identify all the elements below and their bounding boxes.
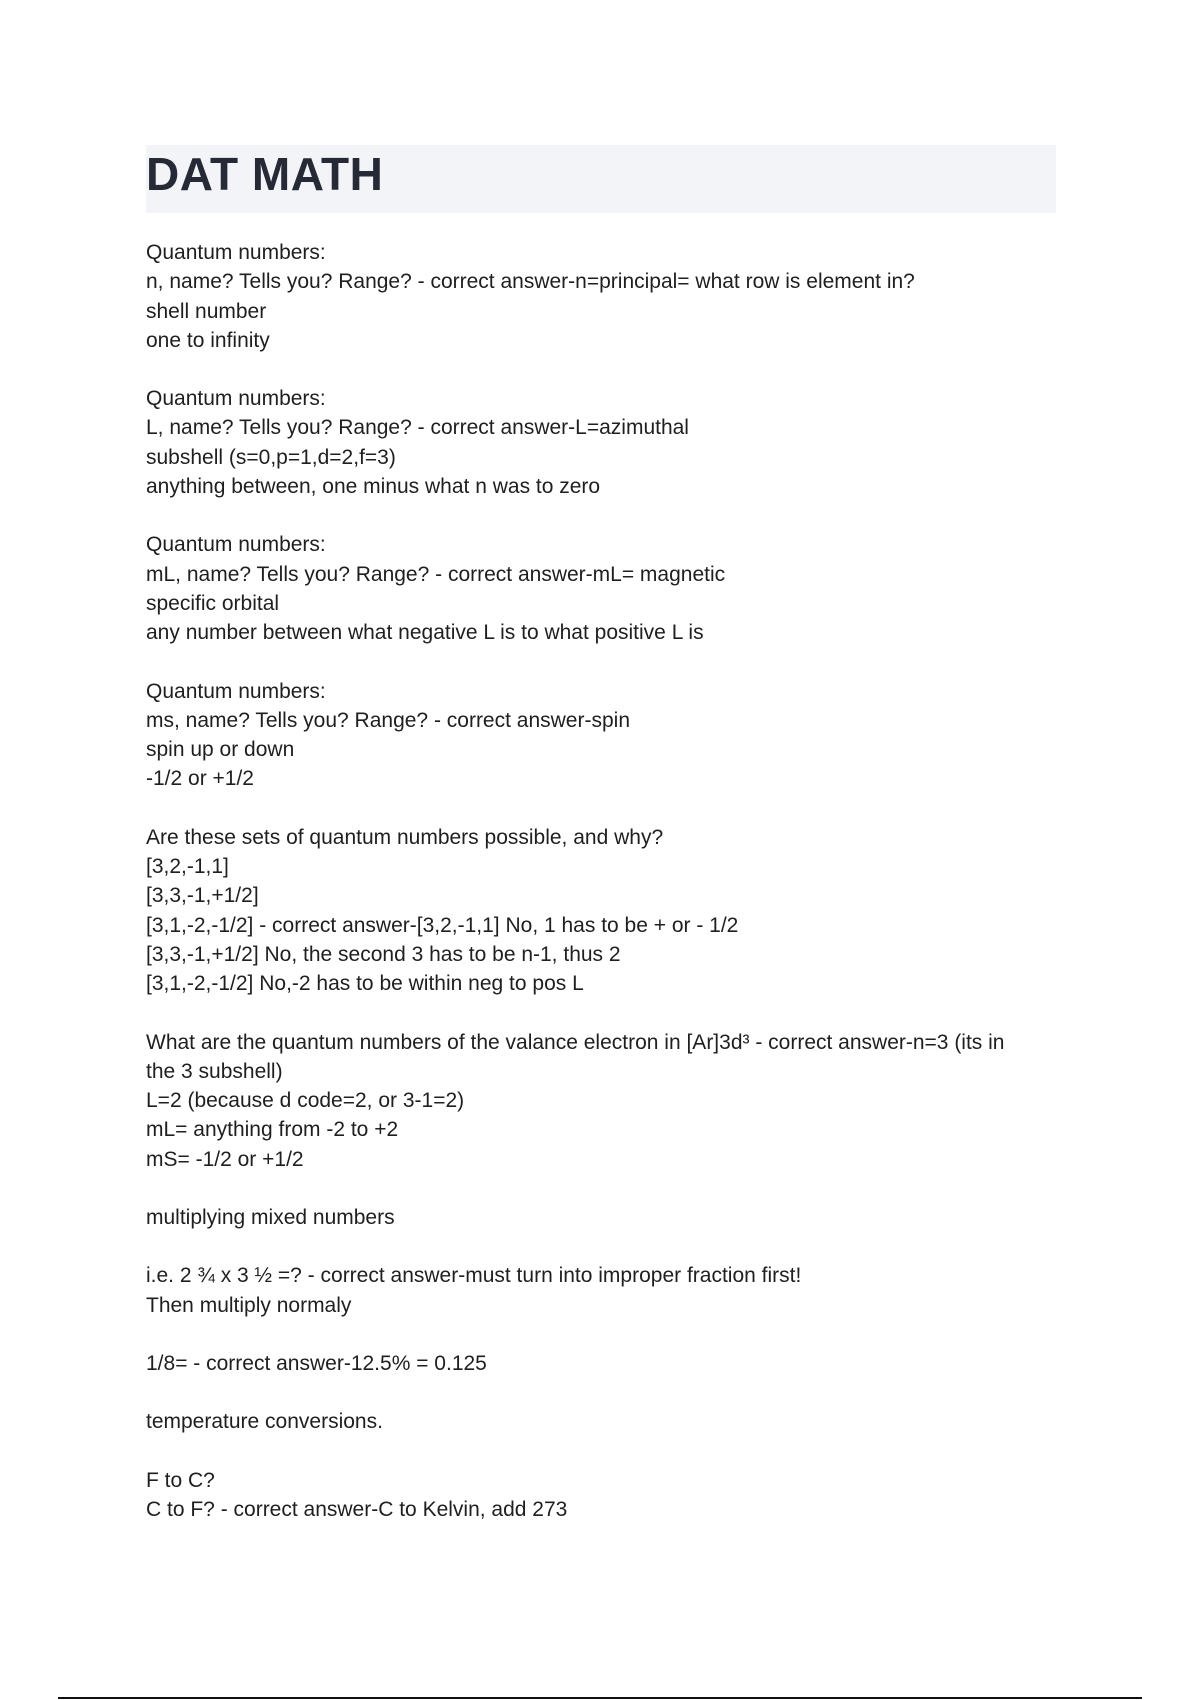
flashcard-possible-sets bbox=[146, 823, 1066, 999]
text-line: -1/2 or +1/2 bbox=[146, 767, 254, 791]
text-line: [3,1,-2,-1/2] - correct answer-[3,2,-1,1] No, 1 has to be + or - 1/2 bbox=[146, 913, 739, 937]
flashcard-temperature bbox=[146, 1466, 1066, 1525]
flashcard-quantum-ml bbox=[146, 530, 1066, 647]
flashcard-quantum-ms bbox=[146, 677, 1066, 794]
text-line: one to infinity bbox=[146, 328, 270, 352]
text-line: any number between what negative L is to what positive L is bbox=[146, 621, 704, 645]
text-line: C to F? - correct answer-C to Kelvin, add 273 bbox=[146, 1497, 568, 1521]
text-line: mL= anything from -2 to +2 bbox=[146, 1118, 399, 1142]
section-heading-temperature bbox=[146, 1407, 1066, 1436]
text-line: 1/8= - correct answer-12.5% = 0.125 bbox=[146, 1351, 487, 1375]
text-line: multiplying mixed numbers bbox=[146, 1206, 395, 1230]
text-line: Quantum numbers: bbox=[146, 679, 326, 703]
text-line: [3,3,-1,+1/2] No, the second 3 has to be n-1, thus 2 bbox=[146, 942, 621, 966]
flashcard-valence-electron bbox=[146, 1028, 1066, 1174]
document-title: DAT MATH bbox=[146, 148, 384, 200]
text-line: L, name? Tells you? Range? - correct answer-L=azimuthal bbox=[146, 416, 689, 440]
text-line: n, name? Tells you? Range? - correct answer-n=principal= what row is element in? bbox=[146, 270, 915, 294]
flashcard-one-eighth bbox=[146, 1349, 1066, 1378]
flashcard-mixed-numbers bbox=[146, 1261, 1066, 1320]
text-line: subshell (s=0,p=1,d=2,f=3) bbox=[146, 445, 396, 469]
text-line: specific orbital bbox=[146, 591, 280, 615]
text-line: [3,3,-1,+1/2] bbox=[146, 884, 259, 908]
text-line: What are the quantum numbers of the valance electron in [Ar]3d³ - correct answer-n=3 (its in bbox=[146, 1030, 1005, 1054]
text-line: F to C? bbox=[146, 1468, 215, 1492]
flashcard-quantum-l bbox=[146, 384, 1066, 501]
text-line: Quantum numbers: bbox=[146, 533, 326, 557]
text-line: mL, name? Tells you? Range? - correct answer-mL= magnetic bbox=[146, 562, 726, 586]
text-line: anything between, one minus what n was to zero bbox=[146, 475, 601, 499]
text-line: spin up or down bbox=[146, 738, 295, 762]
footer-divider bbox=[58, 1697, 1142, 1699]
text-line: Quantum numbers: bbox=[146, 241, 326, 264]
section-heading-mixed-numbers bbox=[146, 1203, 1066, 1232]
text-line: Quantum numbers: bbox=[146, 387, 326, 411]
text-line: temperature conversions. bbox=[146, 1410, 383, 1434]
text-line: Then multiply normaly bbox=[146, 1293, 352, 1317]
text-line: Are these sets of quantum numbers possible, and why? bbox=[146, 825, 664, 849]
text-line: mS= -1/2 or +1/2 bbox=[146, 1147, 304, 1171]
text-line: [3,1,-2,-1/2] No,-2 has to be within neg to pos L bbox=[146, 972, 584, 996]
text-line: i.e. 2 ¾ x 3 ½ =? - correct answer-must turn into improper fraction first! bbox=[146, 1264, 802, 1288]
text-line: [3,2,-1,1] bbox=[146, 855, 229, 879]
text-line: ms, name? Tells you? Range? - correct answer-spin bbox=[146, 708, 630, 732]
text-line: shell number bbox=[146, 299, 267, 323]
text-line: L=2 (because d code=2, or 3-1=2) bbox=[146, 1089, 465, 1113]
flashcard-quantum-n bbox=[146, 238, 1066, 355]
text-line: the 3 subshell) bbox=[146, 1059, 283, 1083]
document-body bbox=[146, 238, 1066, 1553]
